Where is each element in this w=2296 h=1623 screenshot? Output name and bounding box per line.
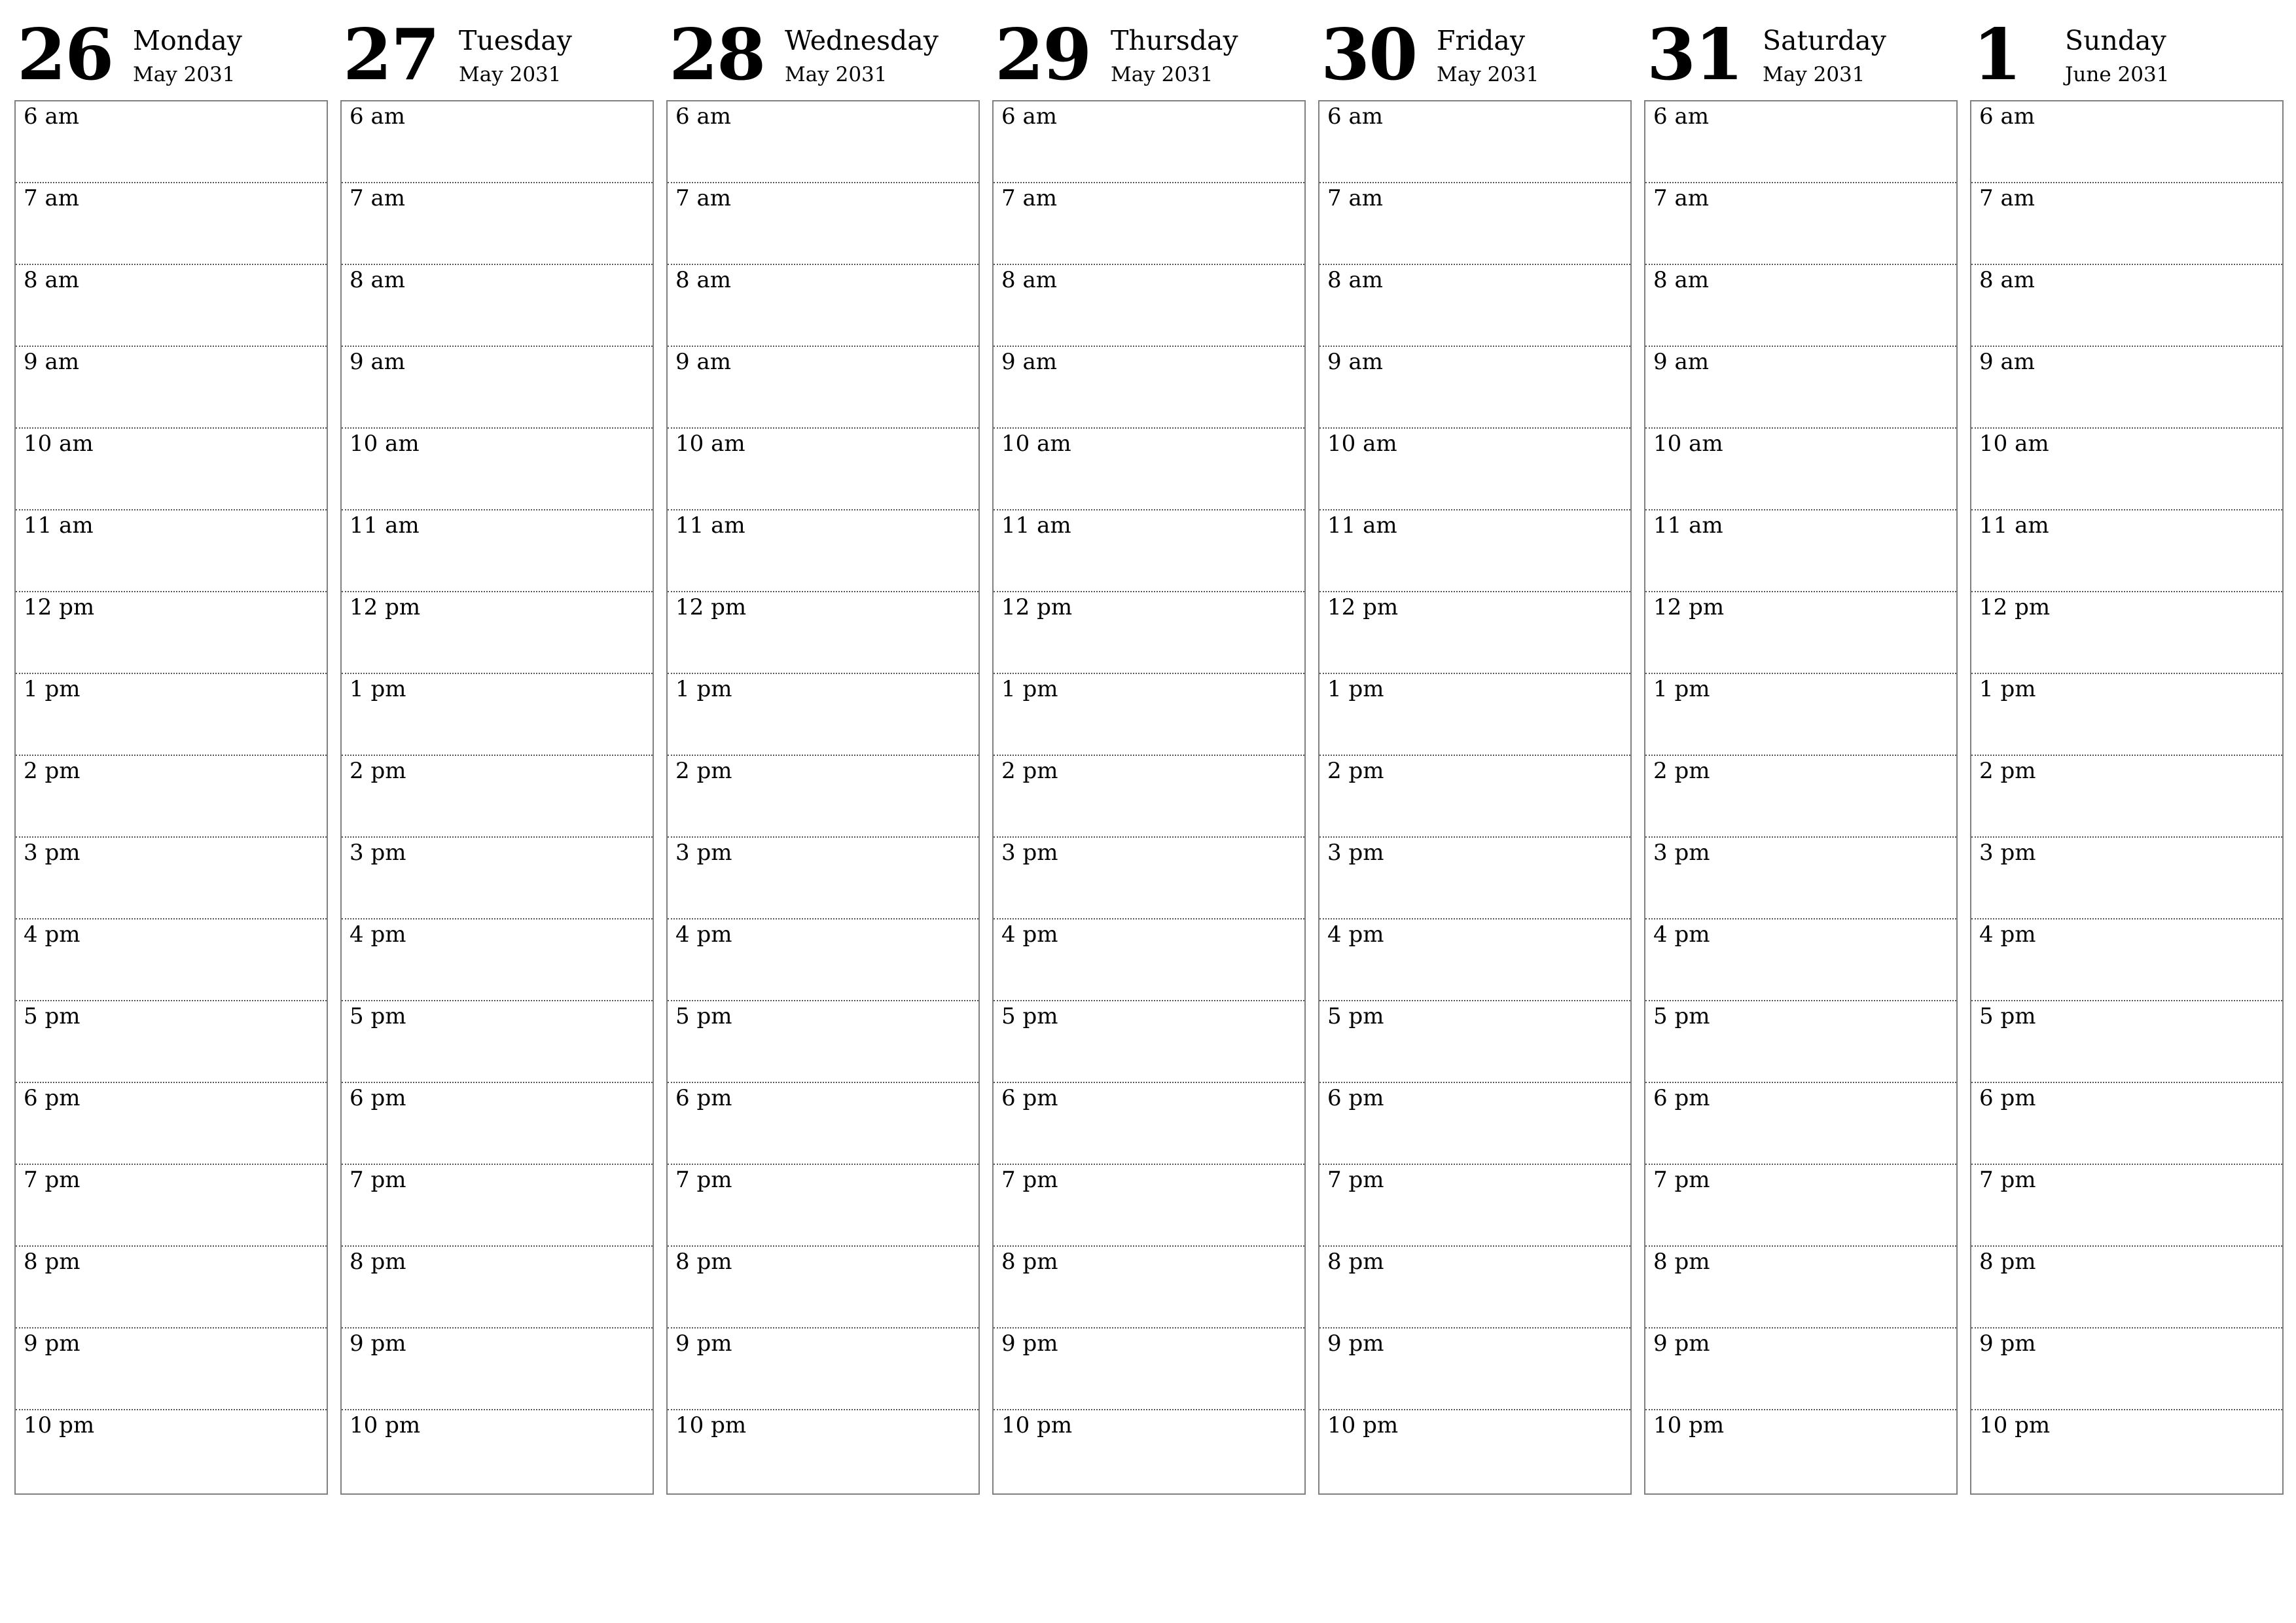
hour-label: 1 pm bbox=[24, 676, 81, 702]
weekday-name: Sunday bbox=[2065, 25, 2166, 56]
day-column-thursday bbox=[992, 0, 1306, 1438]
hour-slot[interactable] bbox=[668, 429, 978, 510]
hour-slot[interactable] bbox=[1971, 183, 2282, 265]
hour-slot[interactable] bbox=[16, 1410, 327, 1492]
day-header bbox=[1318, 0, 1632, 100]
hour-label: 3 pm bbox=[675, 840, 732, 866]
hour-slot[interactable] bbox=[1645, 429, 1956, 510]
hour-slot[interactable] bbox=[16, 101, 327, 183]
hour-label: 7 pm bbox=[1001, 1167, 1058, 1193]
hour-label: 8 pm bbox=[1979, 1249, 2036, 1275]
hour-label: 6 pm bbox=[1653, 1085, 1710, 1111]
hour-slot[interactable] bbox=[1319, 183, 1630, 265]
hour-slot[interactable] bbox=[994, 1247, 1304, 1329]
hour-label: 10 am bbox=[1979, 431, 2049, 457]
hour-slot[interactable] bbox=[1971, 347, 2282, 429]
hour-slot[interactable] bbox=[1319, 429, 1630, 510]
hour-label: 7 am bbox=[1653, 185, 1709, 211]
hour-slot[interactable] bbox=[1645, 510, 1956, 592]
hour-slot[interactable] bbox=[1645, 674, 1956, 756]
hour-label: 7 am bbox=[1979, 185, 2035, 211]
hour-slot[interactable] bbox=[994, 756, 1304, 838]
hour-label: 9 am bbox=[1979, 349, 2035, 375]
hour-slot[interactable] bbox=[342, 347, 653, 429]
hour-slot[interactable] bbox=[16, 592, 327, 674]
day-header bbox=[14, 0, 328, 100]
weekday-name: Tuesday bbox=[459, 25, 572, 56]
month-year: May 2031 bbox=[459, 63, 562, 86]
hour-label: 12 pm bbox=[1327, 594, 1399, 620]
hour-slot[interactable] bbox=[16, 1001, 327, 1083]
hour-label: 3 pm bbox=[24, 840, 81, 866]
weekday-name: Monday bbox=[133, 25, 242, 56]
hour-label: 2 pm bbox=[1001, 758, 1058, 784]
hour-label: 8 pm bbox=[1327, 1249, 1384, 1275]
hour-label: 10 pm bbox=[1979, 1412, 2051, 1438]
hour-grid bbox=[14, 100, 328, 1495]
hour-label: 7 pm bbox=[24, 1167, 81, 1193]
hour-slot[interactable] bbox=[342, 1247, 653, 1329]
hour-label: 12 pm bbox=[1001, 594, 1073, 620]
hour-slot[interactable] bbox=[668, 183, 978, 265]
hour-label: 4 pm bbox=[1979, 921, 2036, 948]
hour-grid bbox=[1318, 100, 1632, 1495]
hour-label: 8 am bbox=[1001, 267, 1057, 293]
day-number: 28 bbox=[669, 14, 765, 96]
hour-grid bbox=[666, 100, 980, 1495]
hour-label: 12 pm bbox=[675, 594, 747, 620]
hour-label: 9 am bbox=[24, 349, 79, 375]
hour-label: 6 pm bbox=[350, 1085, 406, 1111]
hour-slot[interactable] bbox=[16, 265, 327, 347]
hour-label: 9 pm bbox=[1653, 1330, 1710, 1357]
day-number: 27 bbox=[343, 14, 439, 96]
hour-label: 6 pm bbox=[675, 1085, 732, 1111]
hour-slot[interactable] bbox=[1971, 756, 2282, 838]
hour-slot[interactable] bbox=[342, 1083, 653, 1165]
hour-slot[interactable] bbox=[342, 919, 653, 1001]
hour-label: 10 am bbox=[675, 431, 745, 457]
hour-slot[interactable] bbox=[1971, 674, 2282, 756]
hour-label: 11 am bbox=[350, 512, 420, 539]
hour-label: 3 pm bbox=[1327, 840, 1384, 866]
hour-label: 8 am bbox=[1327, 267, 1383, 293]
hour-slot[interactable] bbox=[1319, 1247, 1630, 1329]
hour-label: 8 pm bbox=[675, 1249, 732, 1275]
hour-label: 1 pm bbox=[675, 676, 732, 702]
hour-label: 11 am bbox=[1979, 512, 2049, 539]
hour-slot[interactable] bbox=[1319, 1083, 1630, 1165]
day-header bbox=[340, 0, 654, 100]
hour-label: 7 am bbox=[1327, 185, 1383, 211]
hour-label: 1 pm bbox=[1979, 676, 2036, 702]
hour-label: 3 pm bbox=[1979, 840, 2036, 866]
hour-slot[interactable] bbox=[16, 510, 327, 592]
hour-slot[interactable] bbox=[994, 1410, 1304, 1492]
hour-slot[interactable] bbox=[1319, 1001, 1630, 1083]
hour-label: 8 am bbox=[675, 267, 731, 293]
hour-slot[interactable] bbox=[994, 183, 1304, 265]
hour-label: 6 am bbox=[1653, 103, 1709, 130]
hour-label: 7 pm bbox=[1327, 1167, 1384, 1193]
hour-slot[interactable] bbox=[1645, 1083, 1956, 1165]
hour-slot[interactable] bbox=[668, 756, 978, 838]
hour-slot[interactable] bbox=[342, 101, 653, 183]
hour-slot[interactable] bbox=[342, 592, 653, 674]
hour-label: 2 pm bbox=[1979, 758, 2036, 784]
hour-slot[interactable] bbox=[1319, 674, 1630, 756]
hour-label: 8 pm bbox=[1653, 1249, 1710, 1275]
hour-slot[interactable] bbox=[1645, 592, 1956, 674]
hour-slot[interactable] bbox=[1319, 265, 1630, 347]
hour-label: 5 pm bbox=[1979, 1003, 2036, 1029]
hour-label: 3 pm bbox=[1001, 840, 1058, 866]
hour-label: 5 pm bbox=[1653, 1003, 1710, 1029]
hour-slot[interactable] bbox=[16, 183, 327, 265]
hour-label: 9 am bbox=[675, 349, 731, 375]
hour-slot[interactable] bbox=[1319, 1165, 1630, 1247]
hour-slot[interactable] bbox=[1645, 101, 1956, 183]
hour-slot[interactable] bbox=[1319, 1410, 1630, 1492]
hour-slot[interactable] bbox=[342, 429, 653, 510]
hour-label: 11 am bbox=[675, 512, 745, 539]
hour-slot[interactable] bbox=[1645, 1329, 1956, 1410]
hour-label: 8 pm bbox=[1001, 1249, 1058, 1275]
hour-slot[interactable] bbox=[668, 592, 978, 674]
hour-grid bbox=[992, 100, 1306, 1495]
hour-slot[interactable] bbox=[16, 838, 327, 919]
day-column-monday bbox=[14, 0, 328, 1438]
hour-label: 8 pm bbox=[24, 1249, 81, 1275]
hour-slot[interactable] bbox=[1319, 510, 1630, 592]
hour-label: 10 am bbox=[1653, 431, 1723, 457]
hour-label: 2 pm bbox=[1653, 758, 1710, 784]
hour-slot[interactable] bbox=[668, 838, 978, 919]
hour-slot[interactable] bbox=[668, 1410, 978, 1492]
hour-slot[interactable] bbox=[994, 101, 1304, 183]
hour-slot[interactable] bbox=[668, 1083, 978, 1165]
hour-label: 10 pm bbox=[1327, 1412, 1399, 1438]
hour-label: 7 am bbox=[675, 185, 731, 211]
hour-label: 6 am bbox=[350, 103, 405, 130]
hour-slot[interactable] bbox=[342, 1001, 653, 1083]
hour-slot[interactable] bbox=[668, 101, 978, 183]
month-year: May 2031 bbox=[133, 63, 236, 86]
hour-slot[interactable] bbox=[1971, 919, 2282, 1001]
hour-slot[interactable] bbox=[1971, 510, 2282, 592]
hour-slot[interactable] bbox=[16, 1247, 327, 1329]
hour-label: 9 pm bbox=[1327, 1330, 1384, 1357]
weekday-name: Thursday bbox=[1111, 25, 1238, 56]
hour-slot[interactable] bbox=[668, 674, 978, 756]
hour-label: 9 pm bbox=[24, 1330, 81, 1357]
hour-label: 5 pm bbox=[1327, 1003, 1384, 1029]
hour-slot[interactable] bbox=[1971, 265, 2282, 347]
hour-label: 3 pm bbox=[1653, 840, 1710, 866]
hour-label: 8 am bbox=[350, 267, 405, 293]
hour-slot[interactable] bbox=[994, 674, 1304, 756]
hour-label: 7 am bbox=[350, 185, 405, 211]
hour-slot[interactable] bbox=[1971, 1083, 2282, 1165]
hour-slot[interactable] bbox=[1971, 1001, 2282, 1083]
hour-label: 2 pm bbox=[350, 758, 406, 784]
hour-slot[interactable] bbox=[994, 347, 1304, 429]
month-year: May 2031 bbox=[785, 63, 888, 86]
hour-slot[interactable] bbox=[1319, 756, 1630, 838]
hour-slot[interactable] bbox=[1645, 1165, 1956, 1247]
hour-label: 7 am bbox=[1001, 185, 1057, 211]
hour-label: 8 am bbox=[24, 267, 79, 293]
hour-label: 11 am bbox=[1001, 512, 1071, 539]
hour-slot[interactable] bbox=[1971, 101, 2282, 183]
hour-slot[interactable] bbox=[1319, 919, 1630, 1001]
hour-label: 4 pm bbox=[1001, 921, 1058, 948]
day-column-wednesday bbox=[666, 0, 980, 1438]
hour-label: 7 pm bbox=[675, 1167, 732, 1193]
hour-label: 5 pm bbox=[24, 1003, 81, 1029]
hour-label: 2 pm bbox=[24, 758, 81, 784]
hour-label: 10 pm bbox=[1001, 1412, 1073, 1438]
hour-slot[interactable] bbox=[994, 510, 1304, 592]
hour-slot[interactable] bbox=[668, 1001, 978, 1083]
hour-slot[interactable] bbox=[1645, 183, 1956, 265]
day-number: 1 bbox=[1973, 14, 2021, 96]
hour-slot[interactable] bbox=[1645, 1410, 1956, 1492]
hour-label: 12 pm bbox=[24, 594, 95, 620]
hour-label: 9 am bbox=[350, 349, 405, 375]
day-column-saturday bbox=[1644, 0, 1958, 1438]
hour-slot[interactable] bbox=[668, 1247, 978, 1329]
hour-label: 10 am bbox=[24, 431, 94, 457]
hour-label: 7 pm bbox=[350, 1167, 406, 1193]
hour-slot[interactable] bbox=[342, 1410, 653, 1492]
day-number: 31 bbox=[1647, 14, 1743, 96]
hour-slot[interactable] bbox=[342, 183, 653, 265]
hour-label: 4 pm bbox=[1653, 921, 1710, 948]
month-year: May 2031 bbox=[1111, 63, 1213, 86]
hour-label: 6 am bbox=[24, 103, 79, 130]
hour-slot[interactable] bbox=[668, 510, 978, 592]
hour-slot[interactable] bbox=[668, 1329, 978, 1410]
hour-slot[interactable] bbox=[16, 429, 327, 510]
hour-slot[interactable] bbox=[1971, 838, 2282, 919]
hour-label: 1 pm bbox=[350, 676, 406, 702]
hour-label: 4 pm bbox=[350, 921, 406, 948]
hour-slot[interactable] bbox=[994, 1083, 1304, 1165]
hour-slot[interactable] bbox=[1971, 1410, 2282, 1492]
hour-label: 7 am bbox=[24, 185, 79, 211]
hour-grid bbox=[1970, 100, 2284, 1495]
hour-label: 12 pm bbox=[350, 594, 421, 620]
hour-slot[interactable] bbox=[994, 1329, 1304, 1410]
hour-label: 6 pm bbox=[1001, 1085, 1058, 1111]
hour-label: 10 pm bbox=[350, 1412, 421, 1438]
day-header bbox=[1970, 0, 2284, 100]
hour-slot[interactable] bbox=[994, 1001, 1304, 1083]
hour-slot[interactable] bbox=[668, 1165, 978, 1247]
hour-label: 5 pm bbox=[675, 1003, 732, 1029]
day-header bbox=[666, 0, 980, 100]
hour-slot[interactable] bbox=[16, 756, 327, 838]
hour-label: 6 pm bbox=[1327, 1085, 1384, 1111]
hour-slot[interactable] bbox=[668, 265, 978, 347]
hour-label: 4 pm bbox=[675, 921, 732, 948]
hour-label: 10 pm bbox=[1653, 1412, 1725, 1438]
weekday-name: Wednesday bbox=[785, 25, 939, 56]
hour-label: 6 am bbox=[1327, 103, 1383, 130]
day-number: 26 bbox=[17, 14, 113, 96]
hour-label: 6 am bbox=[1001, 103, 1057, 130]
hour-slot[interactable] bbox=[1645, 919, 1956, 1001]
day-column-friday bbox=[1318, 0, 1632, 1438]
hour-slot[interactable] bbox=[342, 1329, 653, 1410]
hour-label: 9 am bbox=[1653, 349, 1709, 375]
hour-label: 9 am bbox=[1001, 349, 1057, 375]
hour-label: 10 pm bbox=[24, 1412, 95, 1438]
hour-label: 10 am bbox=[1001, 431, 1071, 457]
hour-slot[interactable] bbox=[342, 838, 653, 919]
hour-slot[interactable] bbox=[342, 1165, 653, 1247]
hour-slot[interactable] bbox=[994, 1165, 1304, 1247]
day-column-tuesday bbox=[340, 0, 654, 1438]
hour-slot[interactable] bbox=[1645, 1001, 1956, 1083]
hour-label: 10 am bbox=[1327, 431, 1397, 457]
hour-label: 8 am bbox=[1979, 267, 2035, 293]
hour-label: 11 am bbox=[24, 512, 94, 539]
hour-label: 4 pm bbox=[24, 921, 81, 948]
hour-slot[interactable] bbox=[16, 1165, 327, 1247]
hour-label: 10 am bbox=[350, 431, 420, 457]
hour-slot[interactable] bbox=[342, 265, 653, 347]
hour-label: 1 pm bbox=[1001, 676, 1058, 702]
hour-slot[interactable] bbox=[1971, 1165, 2282, 1247]
hour-label: 4 pm bbox=[1327, 921, 1384, 948]
hour-label: 9 pm bbox=[1001, 1330, 1058, 1357]
hour-slot[interactable] bbox=[994, 429, 1304, 510]
hour-slot[interactable] bbox=[668, 919, 978, 1001]
hour-grid bbox=[340, 100, 654, 1495]
hour-label: 8 am bbox=[1653, 267, 1709, 293]
hour-slot[interactable] bbox=[1971, 429, 2282, 510]
hour-slot[interactable] bbox=[1645, 756, 1956, 838]
hour-slot[interactable] bbox=[16, 919, 327, 1001]
hour-slot[interactable] bbox=[994, 592, 1304, 674]
day-header bbox=[1644, 0, 1958, 100]
hour-label: 6 pm bbox=[1979, 1085, 2036, 1111]
month-year: May 2031 bbox=[1437, 63, 1539, 86]
hour-slot[interactable] bbox=[1971, 1329, 2282, 1410]
hour-slot[interactable] bbox=[1971, 592, 2282, 674]
hour-slot[interactable] bbox=[16, 1329, 327, 1410]
hour-slot[interactable] bbox=[1645, 265, 1956, 347]
hour-label: 7 pm bbox=[1979, 1167, 2036, 1193]
hour-slot[interactable] bbox=[16, 1083, 327, 1165]
hour-label: 6 am bbox=[675, 103, 731, 130]
hour-label: 5 pm bbox=[1001, 1003, 1058, 1029]
hour-slot[interactable] bbox=[1319, 101, 1630, 183]
hour-label: 9 pm bbox=[1979, 1330, 2036, 1357]
hour-slot[interactable] bbox=[994, 838, 1304, 919]
hour-slot[interactable] bbox=[342, 510, 653, 592]
hour-label: 11 am bbox=[1327, 512, 1397, 539]
hour-slot[interactable] bbox=[1319, 347, 1630, 429]
hour-slot[interactable] bbox=[1645, 1247, 1956, 1329]
hour-slot[interactable] bbox=[1319, 592, 1630, 674]
hour-label: 1 pm bbox=[1327, 676, 1384, 702]
hour-label: 3 pm bbox=[350, 840, 406, 866]
hour-label: 10 pm bbox=[675, 1412, 747, 1438]
hour-label: 8 pm bbox=[350, 1249, 406, 1275]
hour-slot[interactable] bbox=[1645, 838, 1956, 919]
hour-slot[interactable] bbox=[342, 674, 653, 756]
hour-slot[interactable] bbox=[1971, 1247, 2282, 1329]
hour-label: 7 pm bbox=[1653, 1167, 1710, 1193]
month-year: May 2031 bbox=[1763, 63, 1865, 86]
hour-label: 9 pm bbox=[675, 1330, 732, 1357]
weekday-name: Friday bbox=[1437, 25, 1526, 56]
hour-label: 12 pm bbox=[1653, 594, 1725, 620]
day-header bbox=[992, 0, 1306, 100]
hour-label: 12 pm bbox=[1979, 594, 2051, 620]
hour-label: 9 pm bbox=[350, 1330, 406, 1357]
day-column-sunday bbox=[1970, 0, 2284, 1438]
hour-label: 1 pm bbox=[1653, 676, 1710, 702]
hour-label: 11 am bbox=[1653, 512, 1723, 539]
hour-slot[interactable] bbox=[994, 919, 1304, 1001]
hour-label: 6 pm bbox=[24, 1085, 81, 1111]
hour-slot[interactable] bbox=[16, 347, 327, 429]
hour-label: 2 pm bbox=[1327, 758, 1384, 784]
hour-label: 5 pm bbox=[350, 1003, 406, 1029]
hour-grid bbox=[1644, 100, 1958, 1495]
hour-slot[interactable] bbox=[16, 674, 327, 756]
hour-slot[interactable] bbox=[668, 347, 978, 429]
hour-slot[interactable] bbox=[1645, 347, 1956, 429]
weekday-name: Saturday bbox=[1763, 25, 1886, 56]
day-number: 30 bbox=[1321, 14, 1417, 96]
hour-label: 2 pm bbox=[675, 758, 732, 784]
day-number: 29 bbox=[995, 14, 1091, 96]
month-year: June 2031 bbox=[2065, 63, 2170, 86]
hour-label: 6 am bbox=[1979, 103, 2035, 130]
hour-slot[interactable] bbox=[1319, 838, 1630, 919]
hour-slot[interactable] bbox=[342, 756, 653, 838]
hour-slot[interactable] bbox=[1319, 1329, 1630, 1410]
hour-slot[interactable] bbox=[994, 265, 1304, 347]
hour-label: 9 am bbox=[1327, 349, 1383, 375]
